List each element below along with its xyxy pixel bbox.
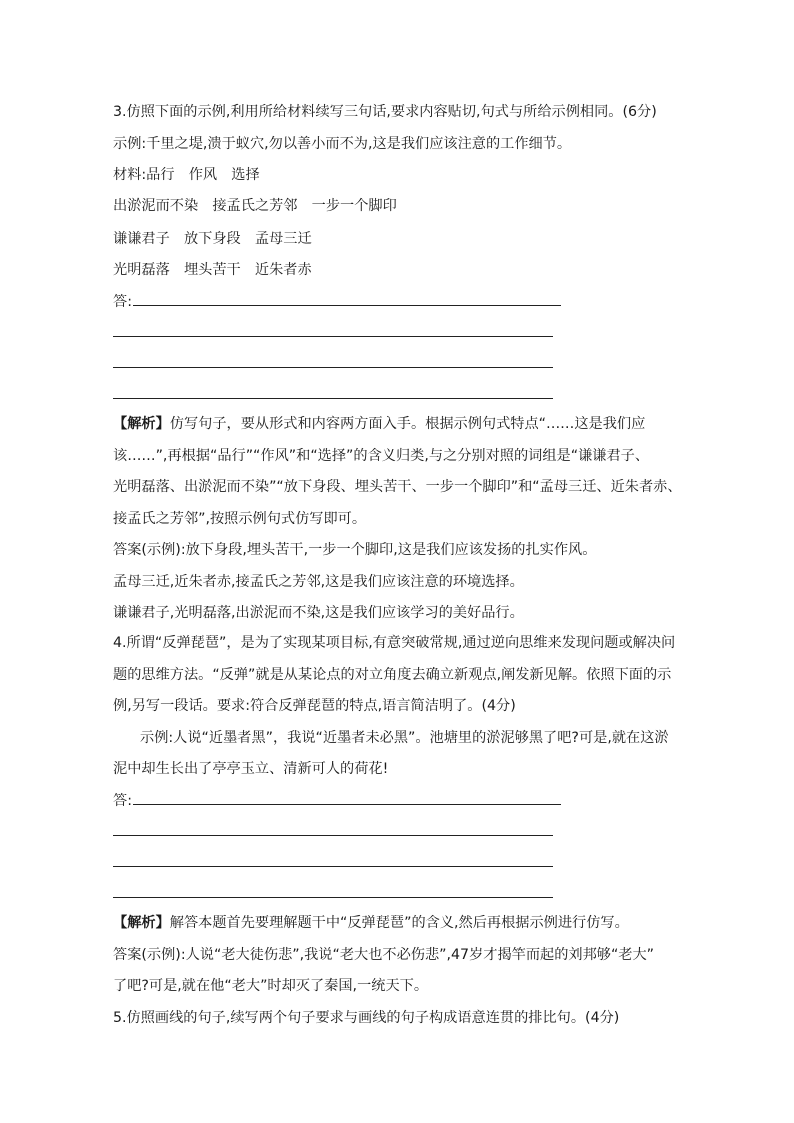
analysis-tag: 【解析】	[113, 915, 170, 931]
q3-material-4: 光明磊落 埋头苦干 近朱者赤	[113, 262, 312, 278]
q3-material-2: 出淤泥而不染 接孟氏之芳邻 一步一个脚印	[113, 198, 397, 214]
q3-analysis-text: 仿写句子，要从形式和内容两方面入手。根据示例句式特点“……这是我们应	[169, 416, 646, 432]
q3-answer-label: 答:	[113, 294, 132, 310]
q3-analysis-line-1	[113, 414, 645, 434]
q3-material-1: 材料:品行 作风 选择	[113, 167, 260, 183]
analysis-tag: 【解析】	[113, 416, 170, 432]
q5-title: 5.仿照画线的句子,续写两个句子要求与画线的句子构成语意连贯的排比句。(4分)	[113, 1010, 620, 1026]
q3-example: 示例:千里之堤,溃于蚁穴,勿以善小而不为,这是我们应该注意的工作细节。	[113, 136, 572, 152]
q4-title-line-2: 题的思维方法。“反弹”就是从某论点的对立角度去确立新观点,阐发新见解。依照下面的示	[113, 667, 672, 683]
q3-answer-blank-1[interactable]	[133, 305, 561, 306]
q4-title-line-3: 例,另写一段话。要求:符合反弹琵琶的特点,语言简洁明了。(4分)	[113, 698, 516, 714]
q4-answer-line-2: 了吧?可是,就在他“老大”时却灭了秦国,一统天下。	[113, 978, 429, 994]
q4-answer-blank-1[interactable]	[133, 804, 561, 805]
q3-answer-line-1: 答案(示例):放下身段,埋头苦干,一步一个脚印,这是我们应该发扬的扎实作风。	[113, 542, 597, 558]
q3-answer-blank-4[interactable]	[113, 398, 553, 399]
q4-analysis-text: 解答本题首先要理解题干中“反弹琵琶”的含义,然后再根据示例进行仿写。	[169, 915, 629, 931]
q3-answer-blank-3[interactable]	[113, 367, 553, 368]
q4-example-line-2: 泥中却生长出了亭亭玉立、清新可人的荷花!	[113, 761, 389, 777]
q3-analysis-line-4: 接孟氏之芳邻”,按照示例句式仿写即可。	[113, 511, 367, 527]
q4-analysis-line	[113, 913, 629, 933]
q3-analysis-line-3: 光明磊落、出淤泥而不染”“放下身段、埋头苦干、一步一个脚印”和“孟母三迁、近朱者赤、	[113, 479, 682, 495]
q4-answer-blank-4[interactable]	[113, 897, 553, 898]
q3-title: 3.仿照下面的示例,利用所给材料续写三句话,要求内容贴切,句式与所给示例相同。(6分)	[113, 104, 657, 120]
q3-analysis-line-2: 该……”,再根据“品行”“作风”和“选择”的含义归类,与之分别对照的词组是“谦谦君子、	[113, 448, 650, 464]
q3-answer-line-2: 孟母三迁,近朱者赤,接孟氏之芳邻,这是我们应该注意的环境选择。	[113, 574, 524, 590]
q4-example-line-1: 示例:人说“近墨者黑”，我说“近墨者未必黑”。池塘里的淤泥够黑了吧?可是,就在这淤	[140, 730, 669, 746]
q4-title-line-1: 4.所谓“反弹琵琶”，是为了实现某项目标,有意突破常规,通过逆向思维来发现问题或解决问	[113, 635, 676, 651]
q3-material-3: 谦谦君子 放下身段 孟母三迁	[113, 231, 312, 247]
q4-answer-blank-2[interactable]	[113, 835, 553, 836]
q3-answer-blank-2[interactable]	[113, 336, 553, 337]
q4-answer-blank-3[interactable]	[113, 866, 553, 867]
q4-answer-label: 答:	[113, 793, 132, 809]
q4-answer-line-1: 答案(示例):人说“老大徒伤悲”,我说“老大也不必伤悲”,47岁才揭竿而起的刘邦够“老大”	[113, 947, 655, 963]
q3-answer-line-3: 谦谦君子,光明磊落,出淤泥而不染,这是我们应该学习的美好品行。	[113, 605, 524, 621]
